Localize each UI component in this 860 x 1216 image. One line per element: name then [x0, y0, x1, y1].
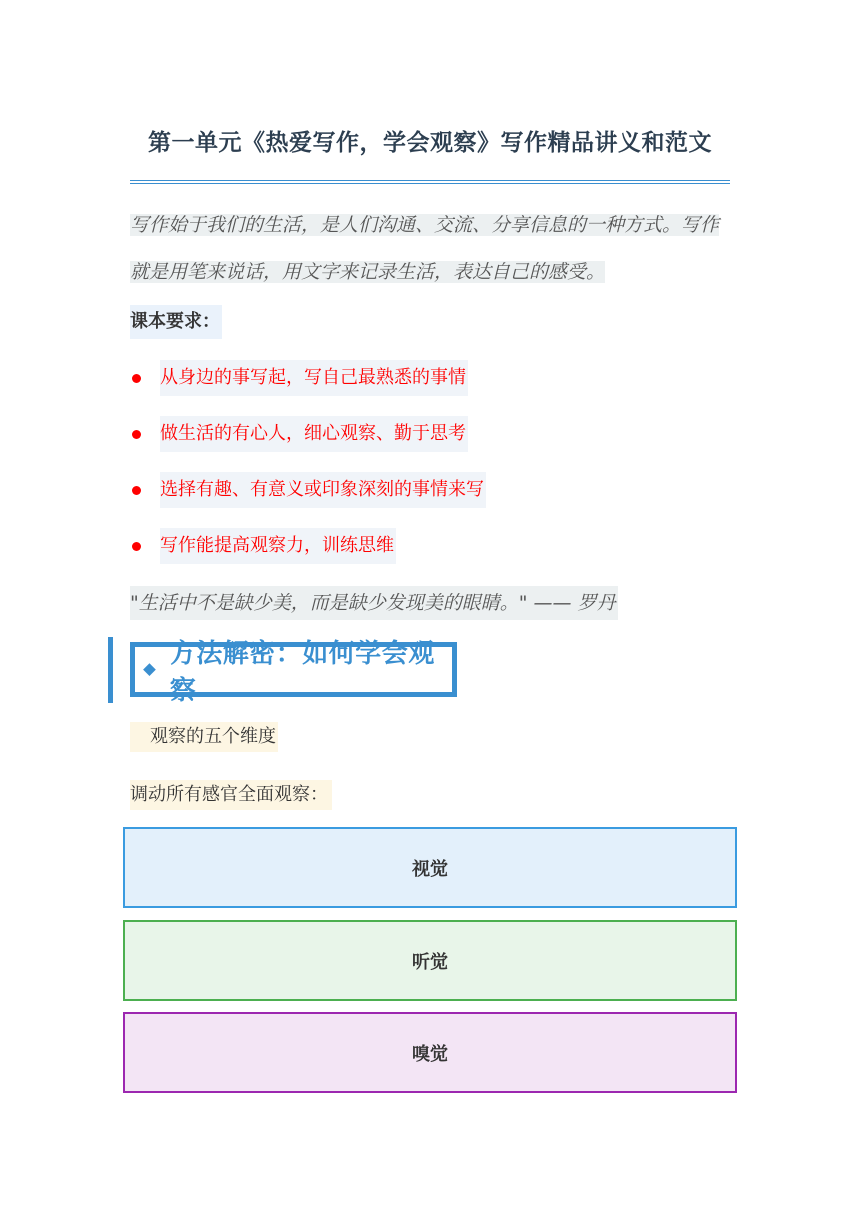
bullet-dot-icon	[132, 430, 141, 439]
list-item-text: 从身边的事写起，写自己最熟悉的事情	[160, 360, 468, 396]
quote: "生活中不是缺少美，而是缺少发现美的眼睛。" —— 罗丹	[130, 586, 618, 620]
list-item	[130, 472, 486, 508]
intro-line-1: 写作始于我们的生活，是人们沟通、交流、分享信息的一种方式。写作	[130, 214, 720, 236]
intro-paragraph	[130, 202, 735, 296]
list-item-text: 写作能提高观察力，训练思维	[160, 528, 396, 564]
sense-label: 视觉	[412, 858, 448, 880]
requirements-list	[130, 360, 486, 584]
bullet-dot-icon	[132, 542, 141, 551]
bullet-dot-icon	[132, 486, 141, 495]
list-item	[130, 416, 486, 452]
senses-intro: 调动所有感官全面观察：	[130, 780, 332, 810]
sense-card-smell	[123, 1012, 737, 1093]
section-title: 方法解密：如何学会观察	[169, 638, 435, 706]
intro-line-2: 就是用笔来说话，用文字来记录生活，表达自己的感受。	[130, 261, 606, 283]
requirements-heading: 课本要求：	[130, 305, 222, 339]
sense-label: 嗅觉	[412, 1043, 448, 1065]
section-accent-bar	[108, 637, 113, 703]
sense-card-hearing	[123, 920, 737, 1001]
sense-card-sight	[123, 827, 737, 908]
section-heading	[130, 638, 457, 706]
list-item-text: 做生活的有心人，细心观察、勤于思考	[160, 416, 468, 452]
list-item-text: 选择有趣、有意义或印象深刻的事情来写	[160, 472, 486, 508]
sense-label: 听觉	[412, 951, 448, 973]
title-divider	[130, 180, 730, 184]
bullet-dot-icon	[132, 374, 141, 383]
list-item	[130, 528, 486, 564]
diamond-icon	[143, 663, 156, 676]
list-item	[130, 360, 486, 396]
dimensions-label: 观察的五个维度	[130, 722, 278, 752]
document-title: 第一单元《热爱写作，学会观察》写作精品讲义和范文	[148, 130, 712, 156]
